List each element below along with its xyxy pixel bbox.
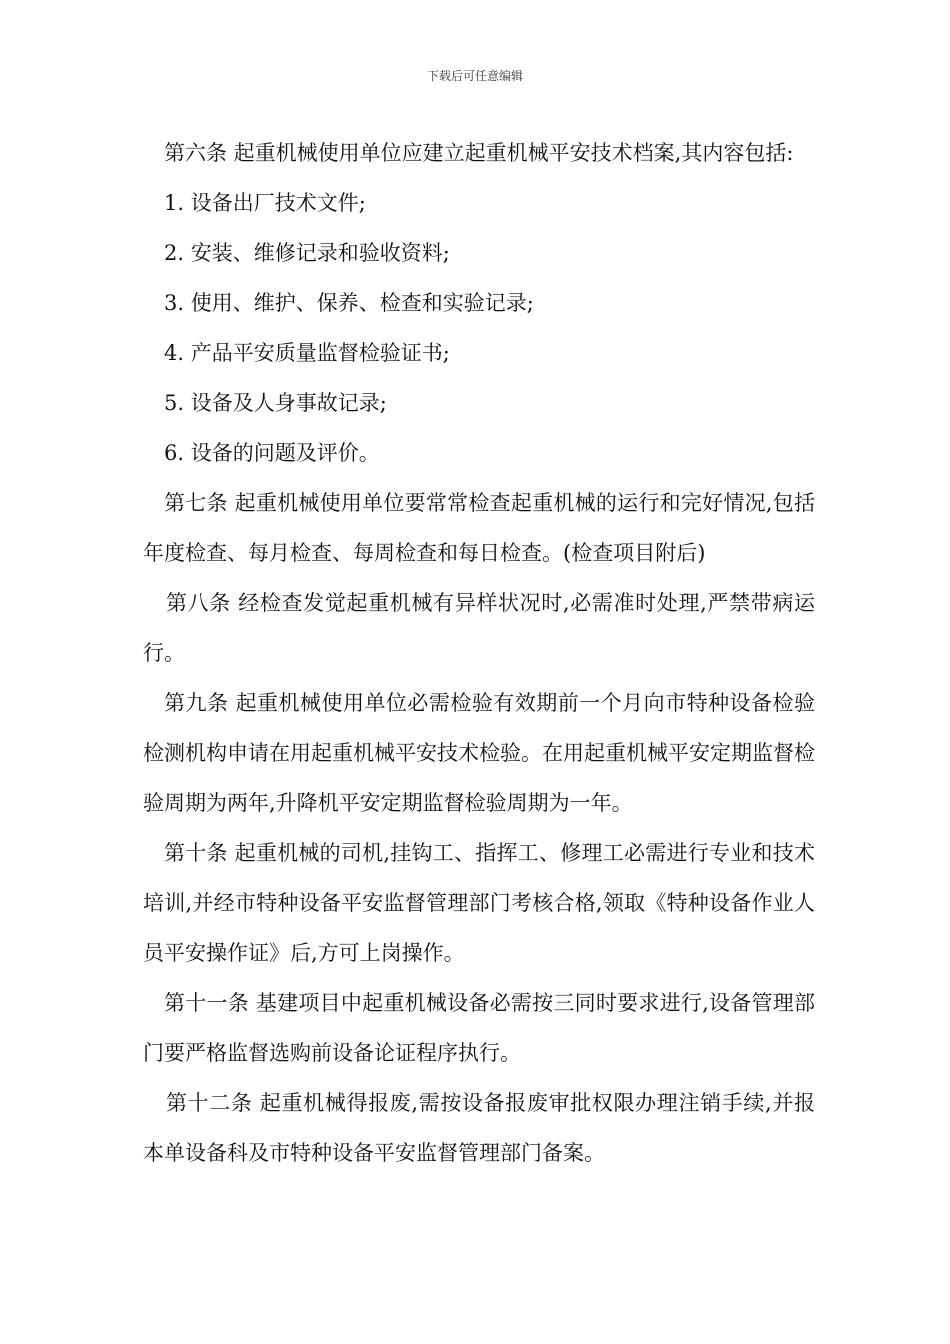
list-item-2: 2. 安装、维修记录和验收资料; [164, 241, 450, 265]
article-12: 第十二条 起重机械得报废,需按设备报废审批权限办理注销手续,并报本单设备科及市特种设备平安监督管理部门备案。 [143, 1091, 815, 1165]
document-body [143, 128, 815, 1178]
list-item-3: 3. 使用、维护、保养、检查和实验记录; [164, 291, 534, 315]
article-9: 第九条 起重机械使用单位必需检验有效期前一个月向市特种设备检验检测机构申请在用起重机械平安技术检验。在用起重机械平安定期监督检验周期为两年,升降机平安定期监督检验周期为一年。 [143, 691, 815, 815]
article-10: 第十条 起重机械的司机,挂钩工、指挥工、修理工必需进行专业和技术培训,并经市特种设备平安监督管理部门考核合格,领取《特种设备作业人员平安操作证》后,方可上岗操作。 [143, 841, 815, 965]
list-item-1: 1. 设备出厂技术文件; [164, 191, 366, 215]
article-7: 第七条 起重机械使用单位要常常检查起重机械的运行和完好情况,包括年度检查、每月检查、每周检查和每日检查。(检查项目附后) [143, 491, 815, 565]
article-11: 第十一条 基建项目中起重机械设备必需按三同时要求进行,设备管理部门要严格监督选购前设备论证程序执行。 [143, 991, 815, 1065]
list-item-5: 5. 设备及人身事故记录; [164, 391, 387, 415]
list-item-6: 6. 设备的问题及评价。 [164, 441, 380, 465]
article-6: 第六条 起重机械使用单位应建立起重机械平安技术档案,其内容包括: [164, 141, 794, 165]
article-8: 第八条 经检查发觉起重机械有异样状况时,必需准时处理,严禁带病运行。 [143, 591, 815, 665]
list-item-4: 4. 产品平安质量监督检验证书; [164, 341, 450, 365]
page-header: 下载后可任意编辑 [426, 69, 523, 83]
